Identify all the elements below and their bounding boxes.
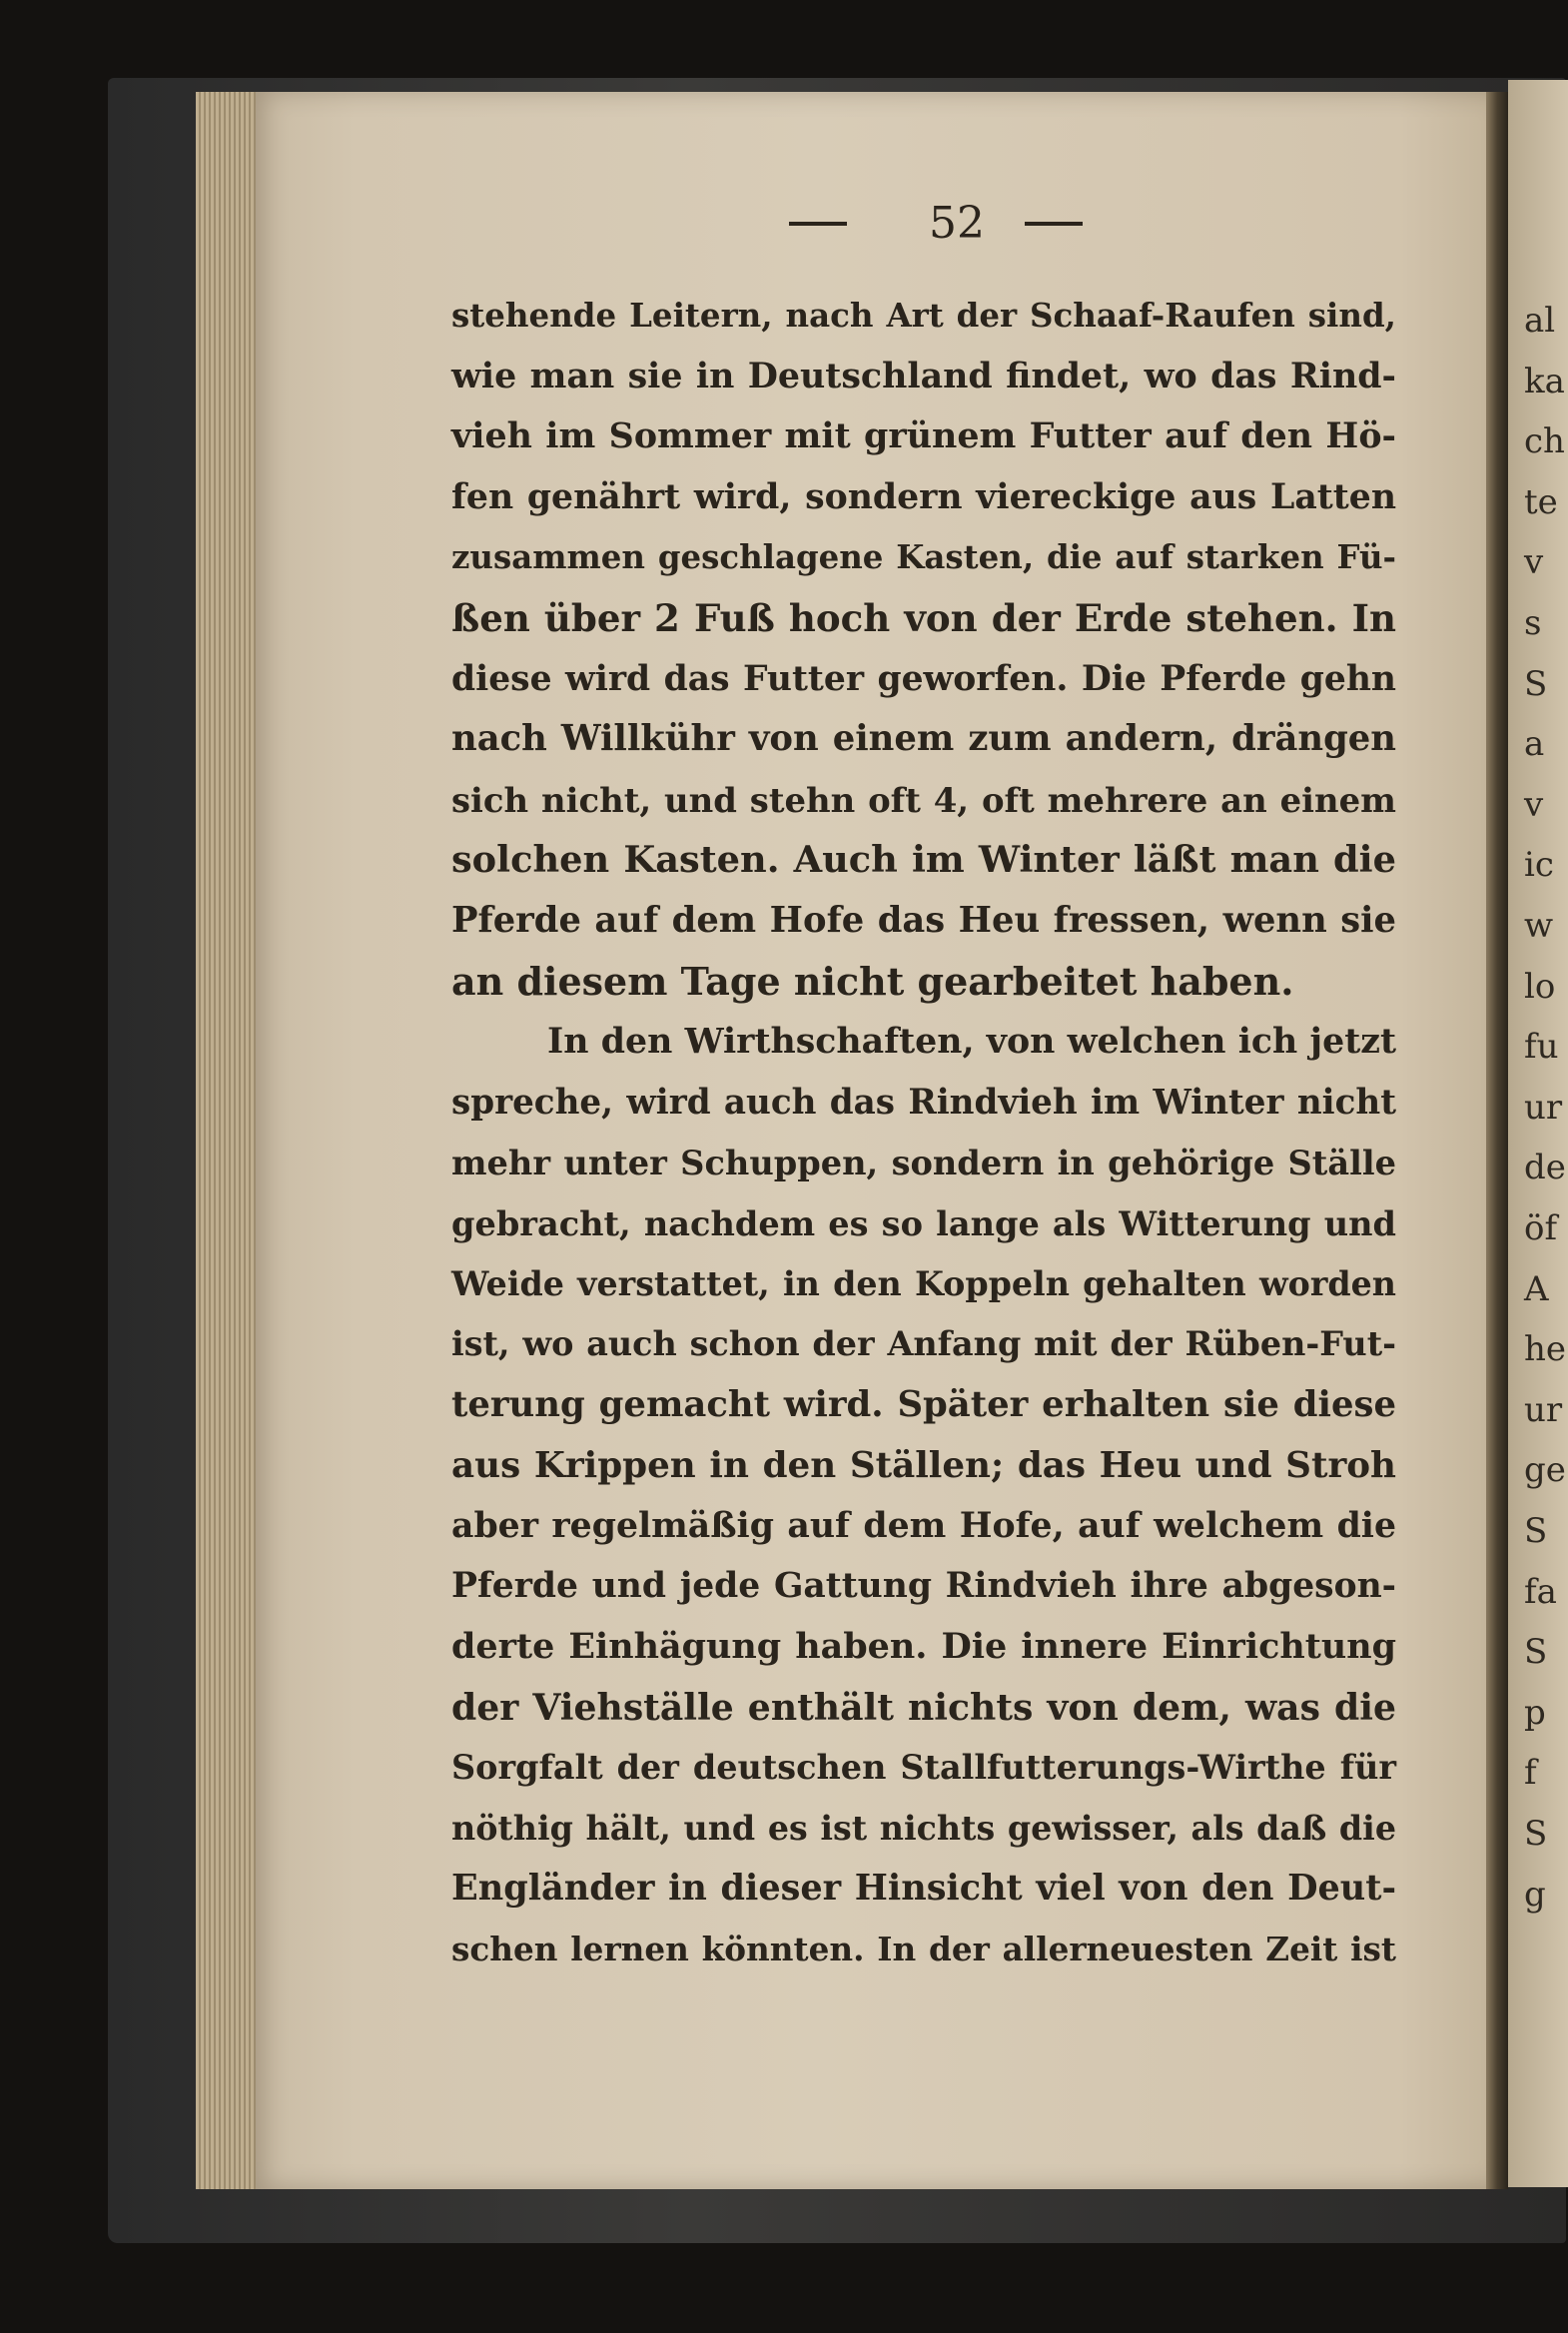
paragraph-start-line: In den Wirthschaften, von welchen ich jetzt	[547, 1021, 1396, 1063]
text-line: Pferde auf dem Hofe das Heu fressen, wenn sie	[451, 899, 1396, 941]
book-gutter	[1486, 92, 1508, 2189]
facing-page-fragment: S	[1524, 1814, 1548, 1854]
text-line: wie man sie in Deutschland findet, wo das Rind-	[451, 355, 1396, 396]
text-line: aber regelmäßig auf dem Hofe, auf welchem die	[451, 1504, 1396, 1546]
text-line: Sorgfalt der deutschen Stallfutterungs-Wirthe für	[451, 1748, 1396, 1788]
facing-page-fragment: s	[1524, 603, 1542, 643]
text-line: schen lernen könnten. In der allerneuesten Zeit ist	[451, 1930, 1396, 1969]
text-line: mehr unter Schuppen, sondern in gehörige Ställe	[451, 1143, 1396, 1183]
facing-page-fragment: lo	[1524, 966, 1556, 1007]
text-line: stehende Leitern, nach Art der Schaaf-Raufen sind,	[451, 297, 1396, 335]
text-line: Engländer in dieser Hinsicht viel von den Deut-	[451, 1868, 1396, 1910]
text-line: terung gemacht wird. Später erhalten sie diese	[451, 1383, 1396, 1425]
text-line: Pferde und jede Gattung Rindvieh ihre abgeson-	[451, 1566, 1396, 1607]
text-line: der Viehställe enthält nichts von dem, was die	[451, 1685, 1396, 1729]
facing-page-fragment: w	[1524, 906, 1554, 946]
body-text	[451, 286, 1396, 1980]
facing-page-fragment: ic	[1524, 845, 1554, 886]
header-dash-left	[789, 222, 847, 226]
facing-page-fragment: a	[1524, 724, 1545, 765]
facing-page-fragment: ur	[1524, 1389, 1563, 1430]
facing-page-fragment: te	[1524, 481, 1558, 522]
facing-page-fragment: de	[1524, 1148, 1566, 1188]
text-line: derte Einhägung haben. Die innere Einrichtung	[451, 1626, 1396, 1668]
facing-page-fragment: ge	[1524, 1450, 1566, 1491]
facing-page-fragment: S	[1524, 1511, 1548, 1551]
text-line: gebracht, nachdem es so lange als Witterung und	[451, 1202, 1396, 1243]
facing-page-fragment: he	[1524, 1329, 1567, 1370]
page-number: 52	[929, 198, 985, 249]
facing-page-fragment: ka	[1524, 361, 1565, 401]
facing-page-fragment: p	[1524, 1692, 1546, 1733]
facing-page-fragment: f	[1524, 1753, 1537, 1794]
facing-page-fragment: fa	[1524, 1571, 1557, 1612]
header-dash-right	[1025, 222, 1083, 226]
page-header	[789, 198, 1109, 254]
text-line: ist, wo auch schon der Anfang mit der Rüben-Fut-	[451, 1324, 1396, 1364]
facing-page-fragment: g	[1524, 1874, 1546, 1915]
facing-page-fragment: al	[1524, 301, 1556, 341]
facing-page-fragment: fu	[1524, 1027, 1559, 1068]
text-line: fen genährt wird, sondern viereckige aus Latten	[451, 475, 1396, 517]
text-line: sich nicht, und stehn oft 4, oft mehrere an einem	[451, 779, 1396, 820]
facing-page-fragment: v	[1524, 784, 1544, 825]
text-line: nach Willkühr von einem zum andern, drängen	[451, 718, 1396, 760]
facing-page-fragment: v	[1524, 542, 1544, 583]
facing-page-fragment: S	[1524, 663, 1548, 704]
text-line: ßen über 2 Fuß hoch von der Erde stehen. In	[451, 595, 1396, 640]
facing-page-edge	[1508, 80, 1568, 2187]
text-line: diese wird das Futter geworfen. Die Pferde gehn	[451, 658, 1396, 699]
paragraph-end-line: an diesem Tage nicht gearbeitet haben.	[451, 958, 1294, 1004]
facing-page-fragment: A	[1524, 1268, 1549, 1309]
facing-page-fragment: S	[1524, 1632, 1548, 1673]
text-line: vieh im Sommer mit grünem Futter auf den Hö-	[451, 415, 1396, 457]
facing-page-fragment: ur	[1524, 1087, 1563, 1128]
text-line: nöthig hält, und es ist nichts gewisser, als daß die	[451, 1808, 1396, 1848]
text-line: Weide verstattet, in den Koppeln gehalten worden	[451, 1263, 1396, 1303]
text-line: spreche, wird auch das Rindvieh im Winter nicht	[451, 1082, 1396, 1123]
facing-page-fragment: ch	[1524, 421, 1565, 462]
facing-page-fragment: öf	[1524, 1208, 1558, 1248]
text-line: solchen Kasten. Auch im Winter läßt man die	[451, 838, 1396, 882]
text-line: aus Krippen in den Ställen; das Heu und Stroh	[451, 1444, 1396, 1487]
text-line: zusammen geschlagene Kasten, die auf starken Fü-	[451, 538, 1396, 577]
